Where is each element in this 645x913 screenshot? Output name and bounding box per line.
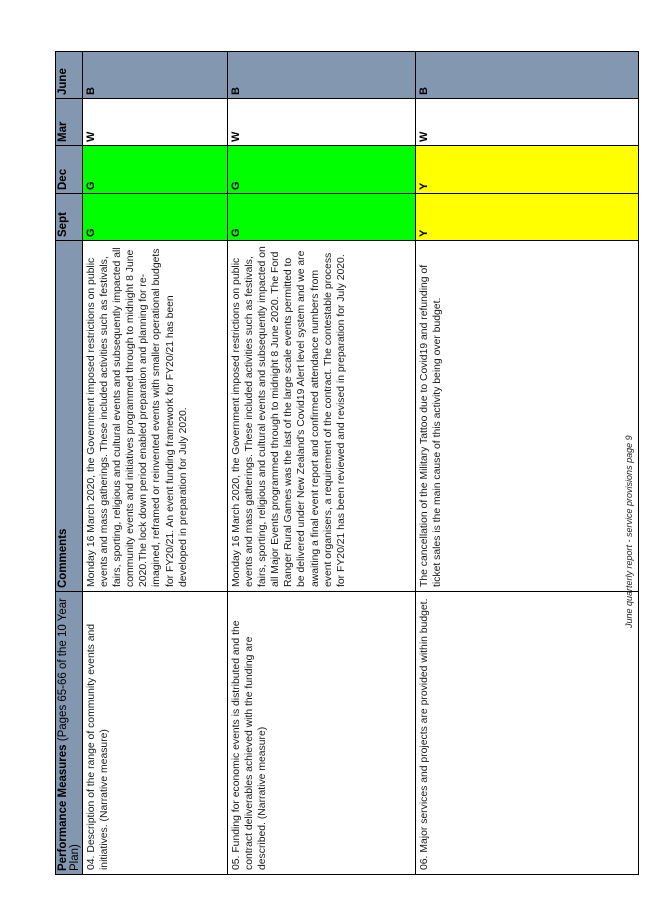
rating-sept: G [83, 194, 228, 241]
rating-sept: Y [416, 194, 639, 241]
table-row [83, 52, 228, 875]
rating-mar: W [228, 99, 416, 146]
measure-cell: 05. Funding for economic events is distributed and the contract deliverables achieved with the funding are described. (Narrative measure) [228, 592, 416, 875]
rating-dec: G [83, 146, 228, 194]
header-june-label: June [57, 68, 69, 95]
rating-june: B [416, 52, 639, 99]
comment-cell: Monday 16 March 2020, the Government imposed restrictions on public events and mass gatherings. These included activities such as festivals, fairs, sporting, religious and cultural events and subsequently impacted on all Major Events programmed through to midnight 8 June 2020. The Ford Ranger Rural Games was the last of the large scale events permitted to be delivered under New Zealand's Covid19 Alert level system and we are awaiting a final event report and confirmed attendance numbers from event organisers, a requirement of the contract. The contestable process for FY20/21 has been reviewed and revised in preparation for July 2020. [228, 241, 416, 592]
table-row [416, 52, 639, 875]
rating-mar: W [83, 99, 228, 146]
header-performance-measures [56, 592, 83, 875]
header-row [56, 52, 83, 875]
rotated-table-container [55, 52, 639, 875]
rating-june: B [83, 52, 228, 99]
header-performance-measures-bold: Performance Measures [57, 744, 69, 871]
comment-cell: Monday 16 March 2020, the Government imposed restrictions on public events and mass gatherings. These included activities such as festivals, fairs, sporting, religious and cultural events and subsequently impacted all community events and initiatives programmed through to midnight 8 June 2020.The lock down period enabled preparation and planning for re-imagined, reframed or reinvented events with smaller operational budgets for FY20/21. An event funding framework for FY20/21 has been developed in preparation for July 2020. [83, 241, 228, 592]
header-performance-measures-rest: (Pages 65-66 of the 10 Year Plan) [57, 598, 81, 871]
comment-cell: The cancellation of the Military Tattoo due to Covid19 and refunding of ticket sales is the main cause of this activity being over budget. [416, 241, 639, 592]
header-dec-label: Dec [57, 168, 69, 190]
measure-cell: 04. Description of the range of community events and initiatives. (Narrative measure) [83, 592, 228, 875]
table-row [228, 52, 416, 875]
measure-cell: 06. Major services and projects are provided within budget. [416, 592, 639, 875]
rating-sept: G [228, 194, 416, 241]
performance-measures-table [55, 51, 639, 875]
header-comments [56, 241, 83, 592]
header-june [56, 52, 83, 99]
header-mar-label: Mar [57, 121, 69, 142]
rating-june: B [228, 52, 416, 99]
header-comments-label: Comments [57, 528, 69, 588]
header-dec [56, 146, 83, 194]
header-sept [56, 194, 83, 241]
header-sept-label: Sept [57, 212, 69, 237]
rating-dec: Y [416, 146, 639, 194]
rating-dec: G [228, 146, 416, 194]
page-footer: June quarterly report - service provisions page 9 [624, 435, 634, 628]
rating-mar: W [416, 99, 639, 146]
header-mar [56, 99, 83, 146]
